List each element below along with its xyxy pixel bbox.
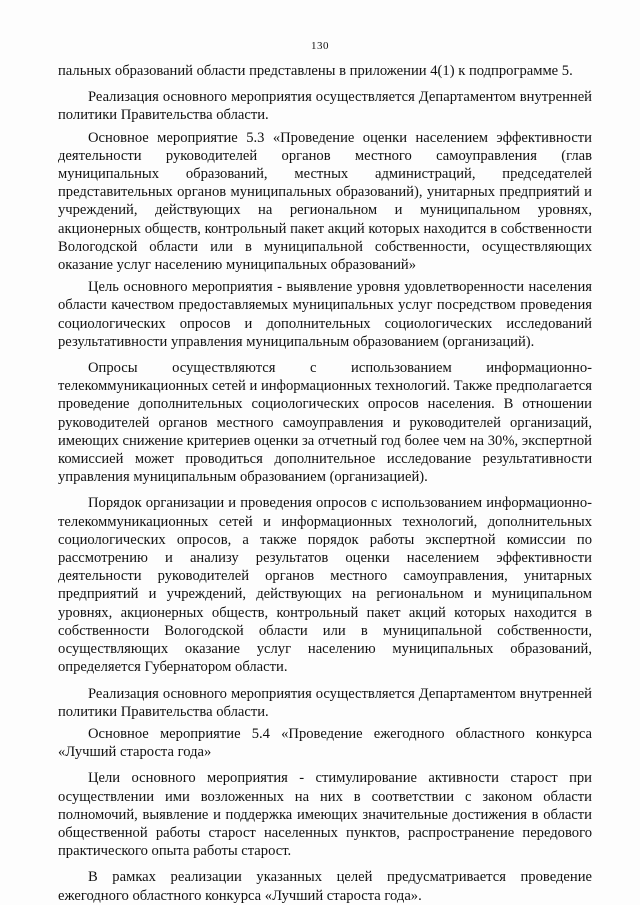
- page-number: 130: [311, 40, 329, 52]
- paragraph-survey-procedure: Порядок организации и проведения опросов с использованием информационно-телекоммуникационных сетей и информационных технологий, дополнительных социологических опросов, а также порядок работы экспертной комиссии по рассмотрению и анализу результатов оценки населением эффективности деятельности руководителей органов местного самоуправления, унитарных предприятий и учреждений, действующих на региональном и муниципальном уровнях, акционерных обществ, контрольный пакет акций которых находится в собственности Вологодской области или в муниципальной собственности, осуществляющих оказание услуг населению муниципальных образований, определяется Губернатором области.: [58, 495, 592, 676]
- paragraph-continuation: пальных образований области представлены в приложении 4(1) к подпрограмме 5.: [58, 63, 573, 79]
- document-body: [58, 62, 592, 905]
- paragraph-measure-5-3-heading: Основное мероприятие 5.3 «Проведение оценки населением эффективности деятельности руководителей органов местного самоуправления (глав муниципальных образований, местных администраций, председателей представительных органов муниципальных образований), унитарных предприятий и учреждений, действующих на региональном и муниципальном уровнях, акционерных обществ, контрольный пакет акций которых находится в собственности Вологодской области или в муниципальной собственности, осуществляющих оказание услуг населению муниципальных образований»: [58, 129, 592, 274]
- paragraph-implementation-5-3: Реализация основного мероприятия осуществляется Департаментом внутренней политики Правительства области.: [58, 685, 592, 720]
- paragraph-measure-5-4-heading: Основное мероприятие 5.4 «Проведение ежегодного областного конкурса «Лучший староста года»: [58, 725, 592, 761]
- paragraph-surveys: Опросы осуществляются с использованием информационно-телекоммуникационных сетей и информационных технологий. Также предполагается проведение дополнительных социологических опросов населения. В отношении руководителей органов местного самоуправления и руководителей организаций, имеющих снижение критериев оценки за отчетный год более чем на 30%, экспертной комиссией может проводиться дополнительное исследование результативности управления муниципальным образованием (организацией).: [58, 360, 592, 486]
- paragraph-measure-5-4-goals: Цели основного мероприятия - стимулирование активности старост при осуществлении ими возложенных на них в соответствии с законом области полномочий, выявление и поддержка имеющих значительные достижения в области общественной работы старост населенных пунктов, распространение передового практического опыта работы старост.: [58, 770, 592, 860]
- paragraph-measure-5-3-goal: Цель основного мероприятия - выявление уровня удовлетворенности населения области качеством предоставляемых муниципальных услуг посредством проведения социологических опросов и дополнительных социологических исследований результативности управления муниципальным образованием (организаций).: [58, 279, 592, 350]
- paragraph-contest: В рамках реализации указанных целей предусматривается проведение ежегодного областного конкурса «Лучший староста года».: [58, 869, 592, 904]
- paragraph-implementation-5-2: Реализация основного мероприятия осуществляется Департаментом внутренней политики Правительства области.: [58, 89, 592, 124]
